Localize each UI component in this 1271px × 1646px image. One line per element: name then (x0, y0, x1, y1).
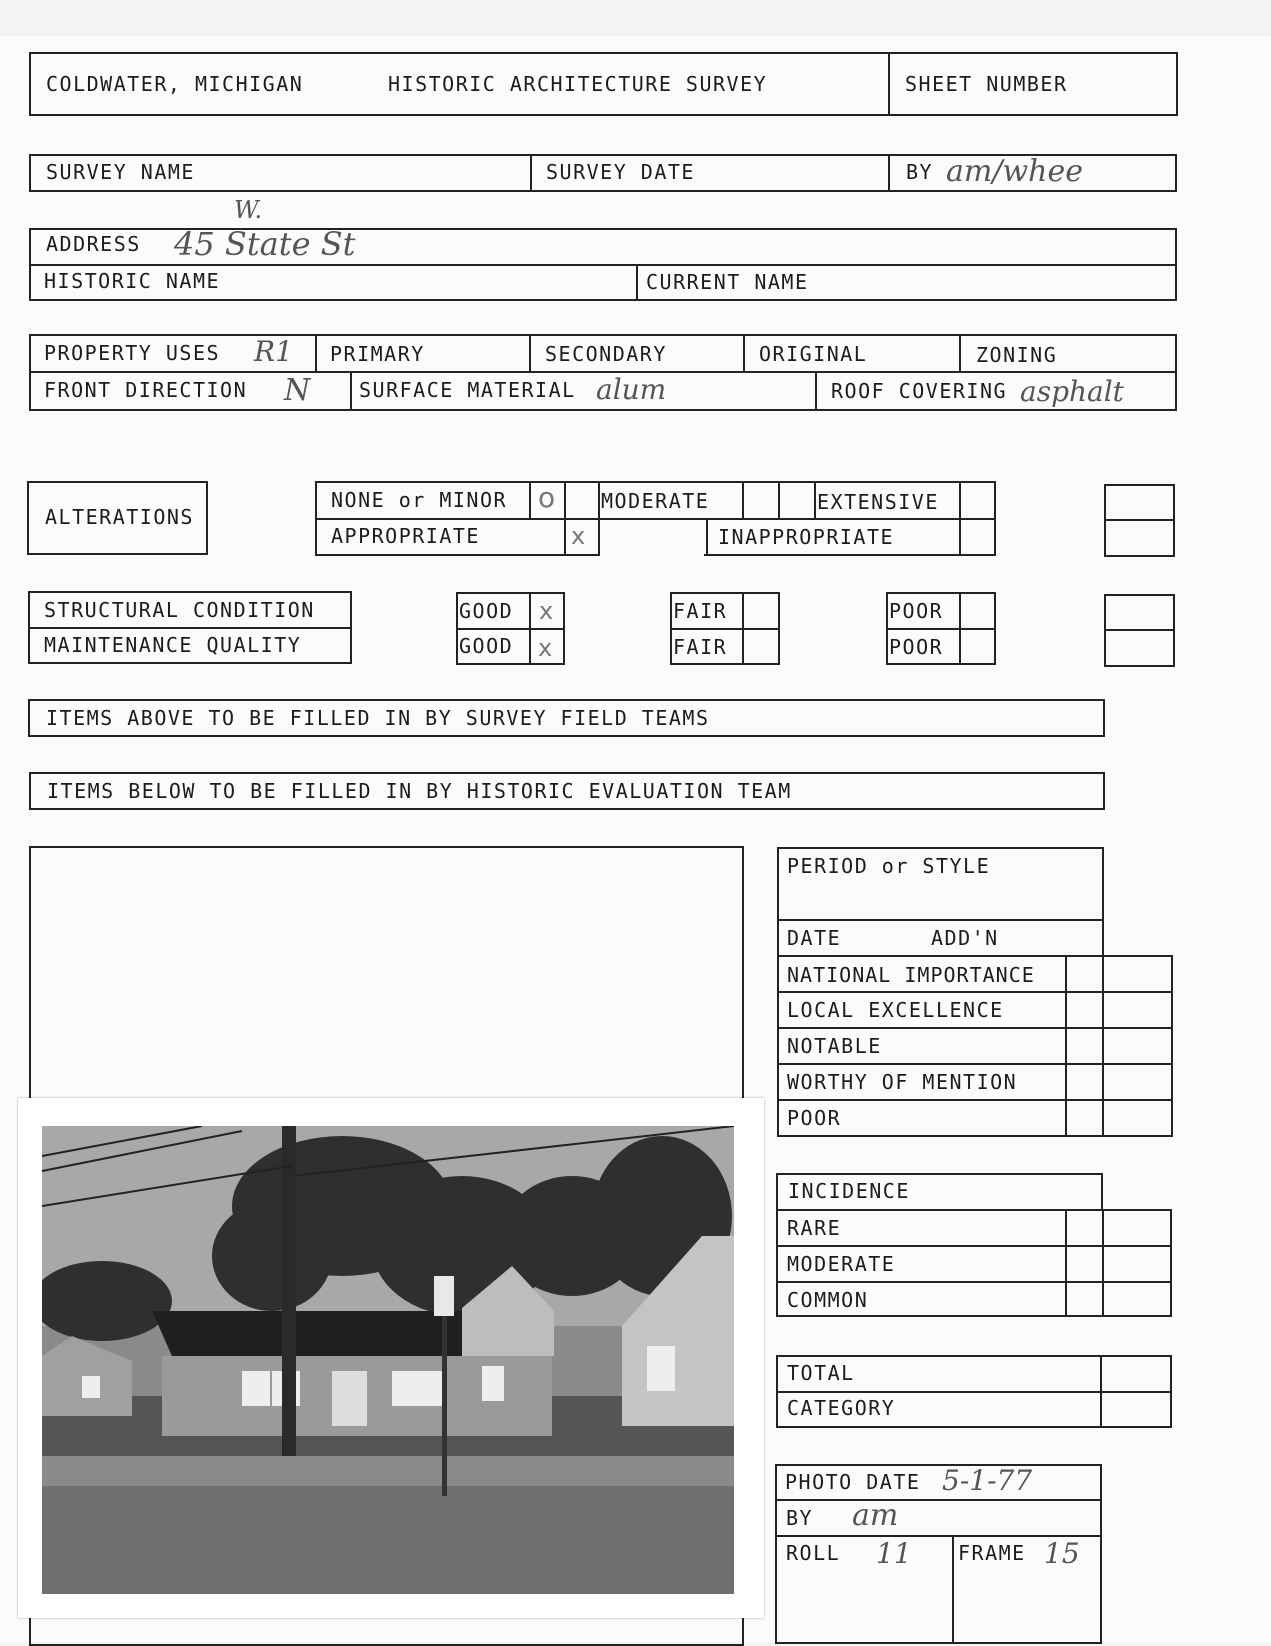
roll-label: ROLL (786, 1541, 841, 1565)
property-uses-value: R1 (254, 335, 293, 368)
historic-name-label: HISTORIC NAME (44, 269, 221, 293)
date-label: DATE (787, 926, 842, 950)
totals-col (1100, 1355, 1102, 1428)
alterations-label: ALTERATIONS (45, 505, 194, 529)
alt-div-5 (778, 481, 780, 518)
maintenance-quality-label: MAINTENANCE QUALITY (44, 633, 302, 657)
address-prefix: W. (234, 196, 263, 224)
rating-local-excellence: LOCAL EXCELLENCE (787, 998, 1004, 1022)
maintenance-fair-label: FAIR (673, 635, 728, 659)
total-label: TOTAL (787, 1361, 855, 1385)
maintenance-poor-label: POOR (889, 635, 944, 659)
front-direction-label: FRONT DIRECTION (44, 378, 248, 402)
frame-label: FRAME (958, 1541, 1026, 1565)
structural-good-checkbox[interactable]: x (539, 597, 554, 625)
ratings-row-1 (777, 991, 1173, 993)
zoning-label: ZONING (976, 343, 1058, 367)
prop-div-3 (743, 334, 745, 371)
photo-info-row-1 (775, 1499, 1102, 1501)
ratings-row-2 (777, 1027, 1173, 1029)
prop-div-6 (815, 371, 817, 411)
roof-covering-value: asphalt (1020, 375, 1124, 408)
ratings-col-2 (1102, 955, 1104, 1137)
period-style-label: PERIOD or STYLE (787, 854, 991, 878)
incidence-common: COMMON (787, 1288, 869, 1312)
photo-date-label: PHOTO DATE (785, 1470, 921, 1494)
photo-info-col (952, 1535, 954, 1644)
prop-div-1 (315, 334, 317, 371)
incidence-col-1 (1065, 1209, 1067, 1317)
rating-poor: POOR (787, 1106, 842, 1130)
secondary-label: SECONDARY (545, 342, 667, 366)
ratings-col-1 (1065, 955, 1067, 1137)
structural-good-label: GOOD (459, 599, 514, 623)
none-minor-checkbox[interactable]: o (538, 481, 556, 514)
alterations-score-divider (1104, 519, 1175, 521)
original-label: ORIGINAL (759, 342, 868, 366)
extensive-label: EXTENSIVE (817, 490, 939, 514)
condition-score-divider (1104, 629, 1175, 631)
good-divider (456, 628, 565, 630)
roll-value: 11 (876, 1537, 912, 1570)
surveyor-by-label: BY (906, 160, 934, 184)
photographer-value: am (852, 1498, 899, 1533)
prop-div-4 (959, 334, 961, 371)
city-title: COLDWATER, MICHIGAN (46, 72, 304, 96)
prop-div-2 (529, 334, 531, 371)
ratings-row-4 (777, 1099, 1173, 1101)
surface-material-value: alum (596, 373, 667, 406)
survey-row-divider-2 (888, 154, 890, 192)
sheet-number-label: SHEET NUMBER (905, 72, 1068, 96)
appropriate-label: APPROPRIATE (331, 524, 480, 548)
structural-fair-label: FAIR (673, 599, 728, 623)
addn-label: ADD'N (931, 926, 999, 950)
property-uses-label: PROPERTY USES (44, 341, 221, 365)
rating-notable: NOTABLE (787, 1034, 882, 1058)
alt-div-7 (706, 518, 708, 556)
alt-div-2 (564, 481, 566, 556)
survey-name-label: SURVEY NAME (46, 160, 195, 184)
incidence-rare: RARE (787, 1216, 842, 1240)
alt-div-6 (814, 481, 816, 518)
primary-label: PRIMARY (330, 342, 425, 366)
address-label: ADDRESS (46, 232, 141, 256)
field-teams-note: ITEMS ABOVE TO BE FILLED IN BY SURVEY FIELD TEAMS (46, 706, 710, 730)
incidence-label: INCIDENCE (788, 1179, 910, 1203)
alt-div-1 (529, 481, 531, 518)
fair-divider (670, 628, 780, 630)
incidence-row-1 (776, 1245, 1172, 1247)
appropriate-checkbox[interactable]: x (571, 522, 586, 550)
prop-div-5 (350, 371, 352, 411)
alt-gap (600, 520, 704, 558)
rating-national-importance: NATIONAL IMPORTANCE (787, 963, 1035, 987)
house-photograph (42, 1126, 734, 1594)
none-minor-label: NONE or MINOR (331, 488, 508, 512)
current-name-label: CURRENT NAME (646, 270, 809, 294)
ratings-row-3 (777, 1063, 1173, 1065)
survey-row-divider-1 (530, 154, 532, 192)
roof-covering-label: ROOF COVERING (831, 379, 1008, 403)
condition-label-divider (28, 627, 352, 629)
survey-title: HISTORIC ARCHITECTURE SURVEY (388, 72, 768, 96)
alt-div-4 (742, 481, 744, 518)
totals-divider (776, 1391, 1172, 1393)
frame-value: 15 (1044, 1537, 1080, 1570)
survey-date-label: SURVEY DATE (546, 160, 695, 184)
header-divider (888, 52, 890, 116)
incidence-col-2 (1102, 1209, 1104, 1317)
incidence-moderate: MODERATE (787, 1252, 896, 1276)
address-divider (29, 264, 1177, 266)
maintenance-good-label: GOOD (459, 634, 514, 658)
fair-check-divider (742, 592, 744, 665)
surface-material-label: SURFACE MATERIAL (359, 378, 576, 402)
structural-condition-label: STRUCTURAL CONDITION (44, 598, 315, 622)
name-divider (636, 264, 638, 301)
address-value: 45 State St (174, 225, 356, 263)
incidence-row-2 (776, 1281, 1172, 1283)
front-direction-value: N (284, 373, 311, 408)
moderate-label: MODERATE (601, 489, 710, 513)
category-label: CATEGORY (787, 1396, 896, 1420)
alt-div-8 (959, 481, 961, 556)
surveyor-by-value: am/whee (946, 154, 1083, 189)
photo-date-value: 5-1-77 (942, 1464, 1033, 1497)
evaluation-team-note: ITEMS BELOW TO BE FILLED IN BY HISTORIC EVALUATION TEAM (47, 779, 792, 803)
poor-divider (886, 628, 996, 630)
poor-check-divider (959, 592, 961, 665)
rating-worthy-of-mention: WORTHY OF MENTION (787, 1070, 1018, 1094)
structural-poor-label: POOR (889, 599, 944, 623)
good-check-divider (529, 592, 531, 665)
photographer-label: BY (786, 1506, 814, 1530)
maintenance-good-checkbox[interactable]: x (538, 634, 553, 662)
inappropriate-label: INAPPROPRIATE (718, 525, 895, 549)
